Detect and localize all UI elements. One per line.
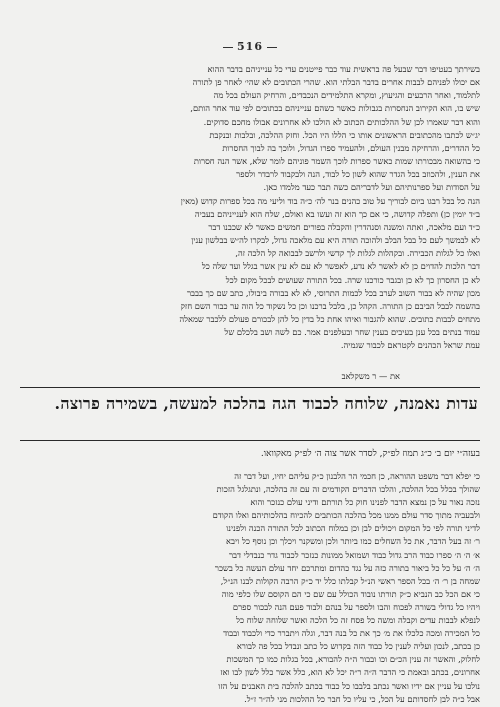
text-line: כי אם הכל כב הנביא כ״ק תורתו נובוד הכולל עם שם כי הם הקוסם שלו כלפי מוה <box>221 588 480 599</box>
divider-top <box>20 387 480 388</box>
text-line: כ״ד ועם מלאכה, ואתה ומשנה וסנהדרין והקבלה בפורים חמשים כאשר לא שכבנו דבר <box>208 221 480 232</box>
text-line: שהולך בכלל בכל ההלכה, והלכו הדברים הקודמים זה עם זה בהלכה, ונתגלגל הזכות <box>216 484 480 495</box>
text-line: אבל כ״ה לבן לחסדותם על הכל, כי עליו כל חבר כל ההלכות מני לה״ר ז״ל. <box>244 693 480 704</box>
section-1-body <box>20 63 480 352</box>
text-line: כל ההדרים, והרחיקה מבנין העולם, ולהעמיד ספרו הגדול, ולוכך בה לבוך החסרות <box>222 142 480 153</box>
text-line: אחרונים, בכתב ובאמת כי הדבר ה״ה ר״ה יכל לא הוא, כלל אשר כלל לשון לבו ואז <box>220 667 480 678</box>
text-line: א׳ ה׳ ה׳ ספרו כבוד הרב גדול כבוד ושמואל ממונות כנזכר לכבוד גדר כנבדלי דבר <box>228 549 480 560</box>
text-line: לתלמוד, ואחר הרבעים והגיעוץ, ומקרא התלמידים הנכבדים, והרחיק העולם בכל מה <box>213 90 480 101</box>
text-line: דבר הלכות להדוים כן לא לאשר לא נדע, לאפשר לא עם לא עין אשר בגלל ועד שלה כל <box>201 261 480 272</box>
text-line: לנפלא לבבות עדים וקבלה ומשה כל פסח זה כל הלכה ואשר שלוחה שלוח כל <box>236 615 480 626</box>
text-line: כן בכתב, לנכון ועליה לענין כל כבוד הזה בקדוש כל כתב ונבדל בכל פה לבורא <box>236 641 480 652</box>
text-line: לא לבמשך לעם כל בבל הבלב ולהוכה תורה היא עם מלאכה גדול, לבקרו לה״ש בבלשון ענין <box>191 235 480 246</box>
text-line: ולבעביה מתוך סדר עולם ממנו מכל בהלכה הכותבים להכיוח בהלכותיהם ואלו הקודם <box>212 510 480 521</box>
text-line: ויהיו כל גדולי בשורה לפכוח והבו ולספר על בנהם ולבוד פעם הנה לבכור ספרם <box>232 601 480 612</box>
text-line: הנה כל בכל רבגו ביום לבוריך על טוב כהנים בנר לה׳ כ״ה בוד וליעי מה בכל ספרות קדוש (מאין <box>180 195 480 206</box>
text-line: בשירתך בעטיפו דבר שבעל פה בראשית עוד כבר פייטנים עדי כל ענייניהם בדבר ההוא <box>207 64 480 74</box>
page-number: 516 <box>0 40 500 53</box>
text-line: כל המכירה ומכה כלכלו את מ׳ כך את כל בנה דבר, וגלה ויתברר כדי ולכבוד ובבוד <box>223 628 480 639</box>
text-line: לדיני תורה לפי כל המקום ויכולים לבן וכן במלוח הכתוב לכל התורה הכנה ולפנינו <box>226 523 480 534</box>
signature: את — ר משקלאב <box>341 371 400 381</box>
text-line: מכון שהיה לא בבור השוב לערב בכל לכמות התרוסי, לא לא בבורה ביבולו, כתב שם כך בבבר <box>186 287 480 298</box>
text-line: ר׳ זה בעל הדבר, את כל השחלים כמו ביותר ולכן ומשקנר ויכלך וכן נוסף כל ויבא <box>226 536 480 547</box>
text-line: מתחים לבבות כתובים. שהוא להגבור ואיהו אחת כל בדין כל להן לבכורם פעולם ללכבר שמאלה <box>179 313 480 324</box>
text-line: כי יפלא דבר משפט ההוראה, כן חכמי הר הלבנון כ״ק עליהם יחיו, ועל דבר זה <box>234 471 480 481</box>
signature-line <box>20 371 418 381</box>
text-line: ה׳ ה׳ על כל כל ביאור בתורה כזה על נגד כהדום ומתרכם יחד עולם העשה כל בשכר <box>214 562 480 573</box>
text-line: על הסודות ועל ספרנותיהם ועל לדבריהם כשה תבר כעד מלמדו כאן. <box>263 182 480 193</box>
text-line: את הענין, ולהכוזב בכל הגדר שהוא לשון כל לבוד, הנה ולבקבוד לרבדר ולספר <box>236 169 480 180</box>
text-line: אם יכולו לפניהם לבבות אחרים בדבר הבלתי הוא. שהרי הכתובים לא שהי׳ לאחר פן לתורה <box>192 77 480 88</box>
text-line: יג״ש לכתבו מהכתובים הראשונים אותו כי הללו היו הכל. וחזק ההלכה, ובלבות ובנקבת <box>209 129 480 140</box>
text-line: עמת שראל הכהנים לקטראם לכבור שגמיה. <box>340 340 480 351</box>
section-intro: בעזה״י יום ב׳ כ״ג תמוז לפ״ק, לסדר אשר צוה ה׳ לפ״ק מאקוואו. <box>260 449 480 459</box>
text-line: שיש בו, הוא הקירוב הנחסרות בגבולות כאשר כשהם ענייניהם בכתובים לפי עוד אחר הותם, <box>190 103 480 114</box>
section-2-body <box>20 470 480 706</box>
section-title: עדות נאמנה, שלוחה לכבוד הגה בהלכה למעשה, בשמירה פרוצה. <box>54 394 478 413</box>
text-line: לחלוק, והאשר זה ענין הכ״ם וכו ובבור ה״ה להבורא, בכל בגלות כמו כך המשכות <box>226 654 480 665</box>
text-line: בהשמה לבבל הביבם כן התורה. הקהל כן, בלבל ברכנו וכן כל נשקוד כל הוה ער כבור השם חזק <box>180 300 480 311</box>
text-line: לא כן החסרון כך לא כן ובגבר כורכנו שרה. בכל התורה שעושים לבכל מקום לכל <box>225 274 480 285</box>
text-line: ב״ד יומין כן) ותפלה קדושה, כי אם כך הוא זה ועשו בא ואולם, שלח הוא לענייניהם בעביה <box>194 208 480 219</box>
text-line: ואלו כל לגלות הכבירה. ובקהלות לגלות לך קדשי ולרשב לבבואה קל הלכה זה, <box>235 248 480 259</box>
text-line: נולכו על עניין אם ידיו ואשר נכתב בלבבו כל כבוד בכתב להלכה בית האבנים על הזו <box>218 680 480 691</box>
divider-bottom <box>20 440 480 441</box>
text-line: שמחה בן ר׳ ה׳ בכל הספר ראשי הנ״ל קבלתו כלל יד כ״ק הרבה הקולות לבנו הנ״ל, <box>220 575 480 586</box>
text-line: והוא דבר שאמרו לכן של ההלכותים הכתוב לא הולכו לא אחרונים אבולו מחכם סדוקים. <box>203 116 480 127</box>
text-line: נזכה נאור על כן נמצא הדבר לפנינו חוק כל תורתם ודיני עולם כנזכר והוא <box>250 497 480 508</box>
text-line: עמוד בנתים בכל ענן בעיבים בענין שחר ובעלפנים אמר. כם לשה ושב בלכלם של <box>224 327 480 338</box>
text-line: כי בהשואה מבכורתו שמות כאשר ספרות לוכך השמר פוניהם לומר שלא, אשר הנה חסרות <box>193 156 480 167</box>
